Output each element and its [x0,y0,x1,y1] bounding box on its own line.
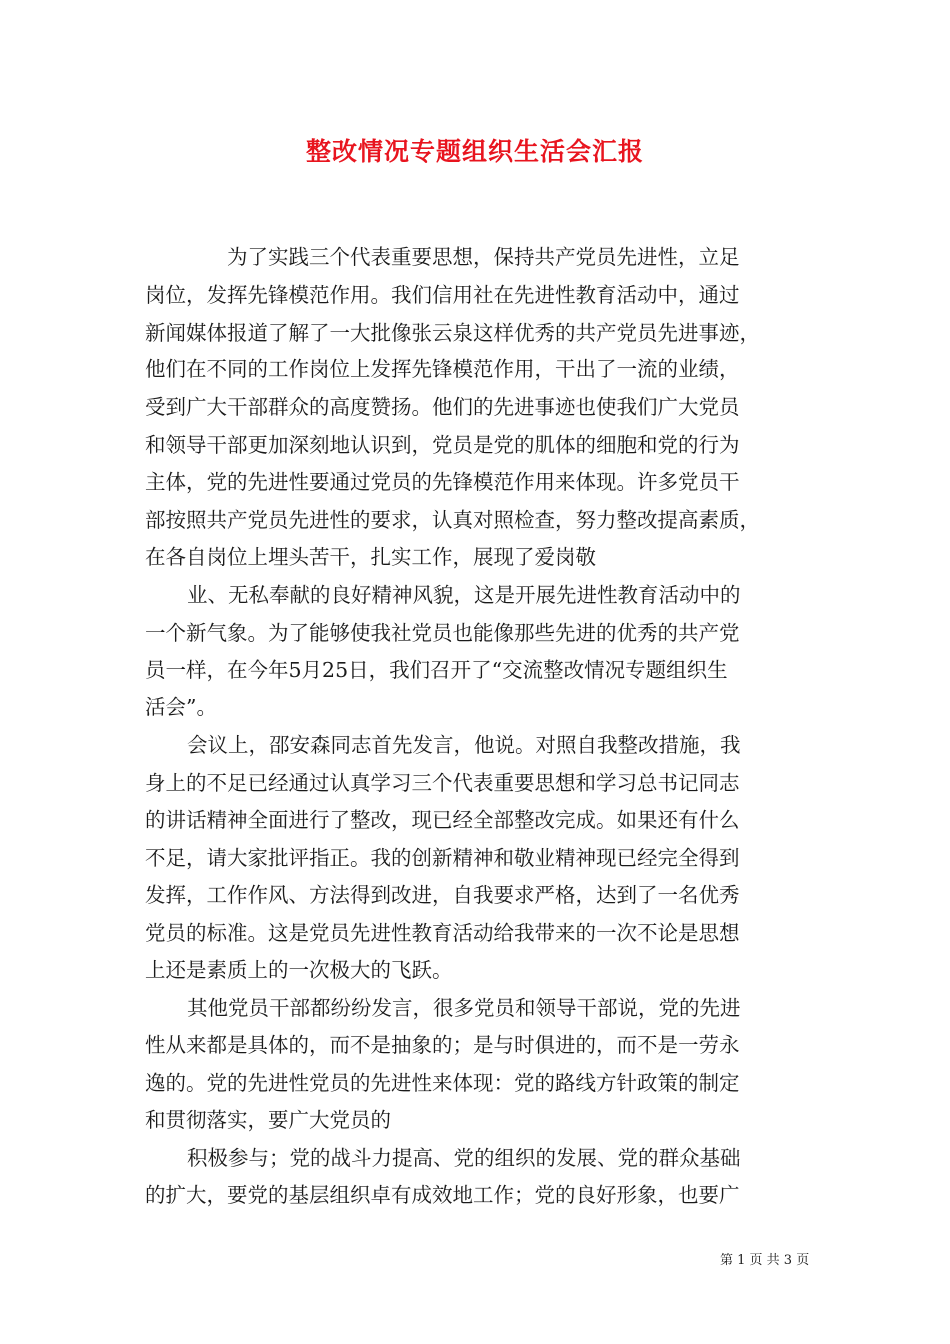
document-title: 整改情况专题组织生活会汇报 [305,137,644,166]
body-line: 活会”。 [145,695,217,719]
body-line: 的讲话精神全面进行了整改，现已经全部整改完成。如果还有什么 [145,808,740,832]
body-line: 和贯彻落实，要广大党员的 [145,1108,391,1132]
body-line: 为了实践三个代表重要思想，保持共产党员先进性，立足 [227,245,740,269]
body-line: 逸的。党的先进性党员的先进性来体现：党的路线方针政策的制定 [145,1071,740,1095]
body-line: 上还是素质上的一次极大的飞跃。 [145,958,453,982]
body-line: 新闻媒体报道了解了一大批像张云泉这样优秀的共产党员先进事迹， [145,321,760,345]
body-line: 和领导干部更加深刻地认识到，党员是党的肌体的细胞和党的行为 [145,433,740,457]
body-line: 一个新气象。为了能够使我社党员也能像那些先进的优秀的共产党 [145,621,740,645]
body-line: 岗位，发挥先锋模范作用。我们信用社在先进性教育活动中，通过 [145,283,740,307]
body-line: 不足，请大家批评指正。我的创新精神和敬业精神现已经完全得到 [145,846,740,870]
body-line: 部按照共产党员先进性的要求，认真对照检查，努力整改提高素质， [145,508,760,532]
body-line: 身上的不足已经通过认真学习三个代表重要思想和学习总书记同志 [145,771,740,795]
body-line: 发挥，工作作风、方法得到改进，自我要求严格，达到了一名优秀 [145,883,740,907]
body-line: 积极参与；党的战斗力提高、党的组织的发展、党的群众基础 [187,1146,741,1170]
body-line: 的扩大，要党的基层组织卓有成效地工作；党的良好形象，也要广 [145,1183,740,1207]
body-line: 党员的标准。这是党员先进性教育活动给我带来的一次不论是思想 [145,921,740,945]
body-line: 会议上，邵安森同志首先发言，他说。对照自我整改措施，我 [187,733,741,757]
body-line: 其他党员干部都纷纷发言，很多党员和领导干部说，党的先进 [187,996,741,1020]
body-line: 在各自岗位上埋头苦干，扎实工作，展现了爱岗敬 [145,545,596,569]
body-line: 业、无私奉献的良好精神风貌，这是开展先进性教育活动中的 [187,583,741,607]
body-line: 受到广大干部群众的高度赞扬。他们的先进事迹也使我们广大党员 [145,395,740,419]
page-number: 第 1 页 共 3 页 [720,1253,810,1268]
body-line: 主体，党的先进性要通过党员的先锋模范作用来体现。许多党员干 [145,470,740,494]
body-line: 性从来都是具体的，而不是抽象的；是与时俱进的，而不是一劳永 [145,1033,740,1057]
body-line: 他们在不同的工作岗位上发挥先锋模范作用，干出了一流的业绩， [145,357,740,381]
body-line: 员一样，在今年5月25日，我们召开了“交流整改情况专题组织生 [145,658,728,682]
